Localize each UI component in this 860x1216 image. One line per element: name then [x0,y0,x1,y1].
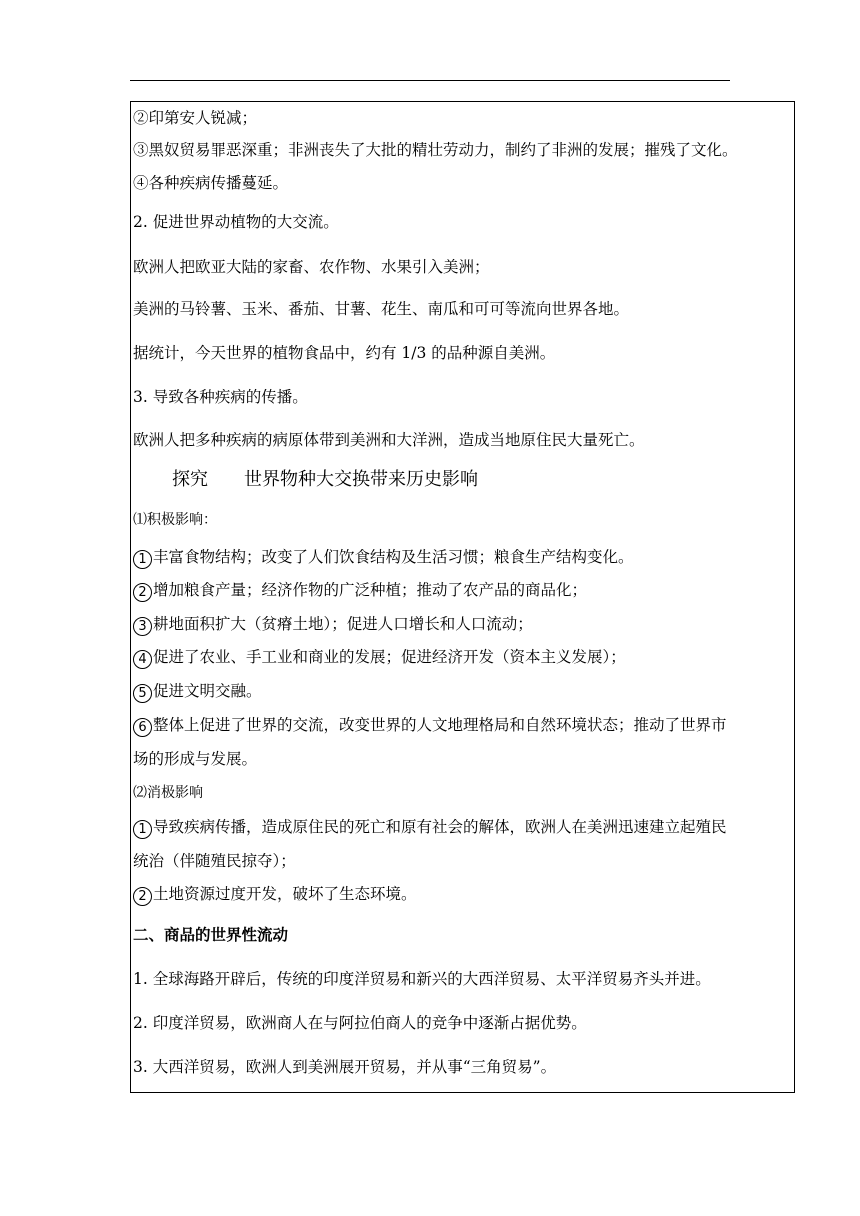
list-item: 6 整体上促进了世界的交流，改变世界的人文地理格局和自然环境状态；推动了世界市 [133,715,727,737]
list-item-continuation: 场的形成与发展。 [133,750,258,768]
circled-number: 6 [133,718,152,737]
text-line: 欧洲人把多种疾病的病原体带到美洲和大洋洲，造成当地原住民大量死亡。 [133,431,645,449]
text-line: 美洲的马铃薯、玉米、番茄、甘薯、花生、南瓜和可可等流向世界各地。 [133,300,630,318]
list-item: 1 导致疾病传播，造成原住民的死亡和原有社会的解体，欧洲人在美洲迅速建立起殖民 [133,817,727,839]
text-line: 2. 印度洋贸易，欧洲商人在与阿拉伯商人的竞争中逐渐占据优势。 [133,1014,587,1032]
list-item: 2 增加粮食产量；经济作物的广泛种植；推动了农产品的商品化； [133,580,587,602]
circled-number: 2 [133,887,152,906]
text-line: ③黑奴贸易罪恶深重；非洲丧失了大批的精壮劳动力，制约了非洲的发展；摧残了文化。 [133,141,738,159]
list-item-continuation: 统治（伴随殖民掠夺）； [133,852,296,870]
list-item: 3 耕地面积扩大（贫瘠土地）；促进人口增长和人口流动； [133,614,533,636]
section-title: 2. 促进世界动植物的大交流。 [133,213,339,231]
inquiry-title: 世界物种大交换带来历史影响 [244,469,478,490]
circled-number: 2 [133,583,152,602]
circled-number: 1 [133,550,152,569]
inquiry-heading [172,468,478,492]
circled-number: 3 [133,617,152,636]
text-line: ②印第安人锐减； [133,109,258,127]
circled-number: 1 [133,820,152,839]
negative-title: ⑵消极影响 [133,785,203,801]
text-line: 据统计，今天世界的植物食品中，约有 1/3 的品种源自美洲。 [133,344,556,362]
text-line: 3. 大西洋贸易，欧洲人到美洲展开贸易，并从事“三角贸易”。 [133,1058,557,1076]
list-item: 4 促进了农业、手工业和商业的发展；促进经济开发（资本主义发展）； [133,647,626,669]
circled-number: 4 [133,650,152,669]
positive-title: ⑴积极影响： [133,512,217,528]
text-line: 1. 全球海路开辟后，传统的印度洋贸易和新兴的大西洋贸易、太平洋贸易齐头并进。 [133,970,711,988]
list-item: 1 丰富食物结构；改变了人们饮食结构及生活习惯；粮食生产结构变化。 [133,547,634,569]
circled-number: 5 [133,684,152,703]
header-rule [130,80,730,81]
part-title: 二、商品的世界性流动 [133,925,289,944]
inquiry-label: 探究 [172,469,208,490]
section-title: 3. 导致各种疾病的传播。 [133,388,308,406]
list-item: 2 土地资源过度开发，破坏了生态环境。 [133,884,417,906]
text-line: 欧洲人把欧亚大陆的家畜、农作物、水果引入美洲； [133,258,490,276]
text-line: ④各种疾病传播蔓延。 [133,174,289,192]
list-item: 5 促进文明交融。 [133,681,262,703]
